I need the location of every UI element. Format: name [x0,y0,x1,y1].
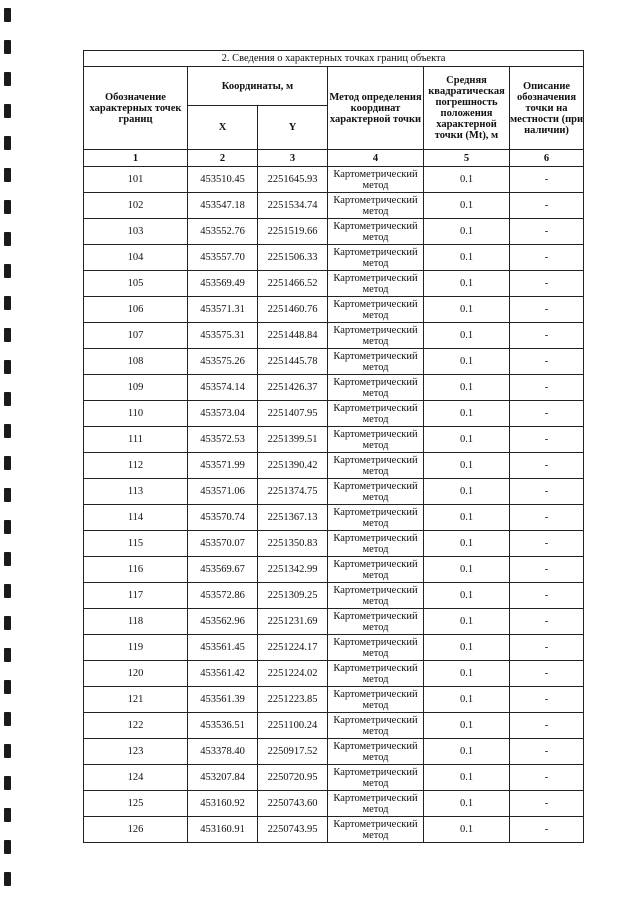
binding-hole [4,40,11,54]
error-cell: 0.1 [424,245,510,271]
method-cell: Картометрический метод [328,297,424,323]
error-cell: 0.1 [424,791,510,817]
table-row [84,687,584,713]
y-cell: 2251445.78 [258,349,328,375]
point-cell: 104 [84,245,188,271]
binding-hole [4,808,11,822]
method-cell: Картометрический метод [328,739,424,765]
method-cell: Картометрический метод [328,791,424,817]
point-cell: 106 [84,297,188,323]
column-number: 2 [188,150,258,167]
description-cell: - [510,193,584,219]
point-cell: 110 [84,401,188,427]
description-cell: - [510,245,584,271]
x-cell: 453562.96 [188,609,258,635]
binding-hole [4,712,11,726]
section-title-row [84,51,584,67]
y-cell: 2251466.52 [258,271,328,297]
x-cell: 453571.99 [188,453,258,479]
y-cell: 2251448.84 [258,323,328,349]
table-row [84,635,584,661]
x-cell: 453571.31 [188,297,258,323]
y-cell: 2251350.83 [258,531,328,557]
y-cell: 2251407.95 [258,401,328,427]
error-cell: 0.1 [424,713,510,739]
y-cell: 2250743.95 [258,817,328,843]
table-row [84,167,584,193]
header-row-1 [84,67,584,106]
binding-hole [4,680,11,694]
error-cell: 0.1 [424,817,510,843]
error-cell: 0.1 [424,271,510,297]
binding-holes [0,0,14,905]
x-cell: 453575.31 [188,323,258,349]
binding-hole [4,648,11,662]
column-number: 3 [258,150,328,167]
error-cell: 0.1 [424,661,510,687]
y-cell: 2251367.13 [258,505,328,531]
binding-hole [4,616,11,630]
x-cell: 453574.14 [188,375,258,401]
error-cell: 0.1 [424,505,510,531]
binding-hole [4,360,11,374]
x-cell: 453561.39 [188,687,258,713]
description-cell: - [510,505,584,531]
y-cell: 2251519.66 [258,219,328,245]
y-cell: 2251374.75 [258,479,328,505]
binding-hole [4,392,11,406]
binding-hole [4,776,11,790]
method-cell: Картометрический метод [328,557,424,583]
method-cell: Картометрический метод [328,505,424,531]
method-cell: Картометрический метод [328,375,424,401]
header-coordinates: Координаты, м [188,67,328,106]
description-cell: - [510,375,584,401]
method-cell: Картометрический метод [328,193,424,219]
error-cell: 0.1 [424,531,510,557]
y-cell: 2251309.25 [258,583,328,609]
binding-hole [4,424,11,438]
point-cell: 108 [84,349,188,375]
header-x: X [188,106,258,150]
description-cell: - [510,635,584,661]
binding-hole [4,168,11,182]
table-row [84,297,584,323]
point-cell: 115 [84,531,188,557]
header-method: Метод определения координат характерной точки [328,67,424,150]
table-row [84,661,584,687]
method-cell: Картометрический метод [328,713,424,739]
description-cell: - [510,323,584,349]
y-cell: 2251100.24 [258,713,328,739]
error-cell: 0.1 [424,193,510,219]
error-cell: 0.1 [424,557,510,583]
x-cell: 453160.92 [188,791,258,817]
x-cell: 453510.45 [188,167,258,193]
table-row [84,791,584,817]
x-cell: 453160.91 [188,817,258,843]
x-cell: 453570.07 [188,531,258,557]
error-cell: 0.1 [424,427,510,453]
column-number: 1 [84,150,188,167]
y-cell: 2251223.85 [258,687,328,713]
method-cell: Картометрический метод [328,479,424,505]
error-cell: 0.1 [424,323,510,349]
error-cell: 0.1 [424,765,510,791]
table-row [84,505,584,531]
point-cell: 124 [84,765,188,791]
binding-hole [4,296,11,310]
point-cell: 116 [84,557,188,583]
column-number: 5 [424,150,510,167]
x-cell: 453557.70 [188,245,258,271]
binding-hole [4,456,11,470]
table-row [84,349,584,375]
section-title: 2. Сведения о характерных точках границ объекта [84,51,584,67]
binding-hole [4,840,11,854]
x-cell: 453570.74 [188,505,258,531]
method-cell: Картометрический метод [328,401,424,427]
x-cell: 453378.40 [188,739,258,765]
method-cell: Картометрический метод [328,167,424,193]
table-row [84,375,584,401]
y-cell: 2251399.51 [258,427,328,453]
binding-hole [4,136,11,150]
binding-hole [4,520,11,534]
table-row [84,453,584,479]
method-cell: Картометрический метод [328,219,424,245]
y-cell: 2250720.95 [258,765,328,791]
point-cell: 118 [84,609,188,635]
description-cell: - [510,687,584,713]
method-cell: Картометрический метод [328,583,424,609]
table-row [84,193,584,219]
header-designation: Обозначение характерных точек границ [84,67,188,150]
point-cell: 103 [84,219,188,245]
point-cell: 101 [84,167,188,193]
error-cell: 0.1 [424,687,510,713]
header-description: Описание обозначения точки на местности (при наличии) [510,67,584,150]
binding-hole [4,8,11,22]
method-cell: Картометрический метод [328,609,424,635]
table-row [84,765,584,791]
x-cell: 453207.84 [188,765,258,791]
description-cell: - [510,271,584,297]
table-row [84,583,584,609]
table-row [84,323,584,349]
point-cell: 126 [84,817,188,843]
description-cell: - [510,713,584,739]
x-cell: 453569.49 [188,271,258,297]
binding-hole [4,872,11,886]
binding-hole [4,232,11,246]
x-cell: 453572.53 [188,427,258,453]
point-cell: 121 [84,687,188,713]
y-cell: 2251224.02 [258,661,328,687]
x-cell: 453575.26 [188,349,258,375]
binding-hole [4,72,11,86]
error-cell: 0.1 [424,609,510,635]
x-cell: 453569.67 [188,557,258,583]
point-cell: 117 [84,583,188,609]
point-cell: 102 [84,193,188,219]
error-cell: 0.1 [424,583,510,609]
table-row [84,557,584,583]
description-cell: - [510,557,584,583]
point-cell: 107 [84,323,188,349]
description-cell: - [510,167,584,193]
error-cell: 0.1 [424,297,510,323]
table-row [84,817,584,843]
description-cell: - [510,609,584,635]
description-cell: - [510,661,584,687]
y-cell: 2250743.60 [258,791,328,817]
point-cell: 119 [84,635,188,661]
description-cell: - [510,349,584,375]
table-row [84,271,584,297]
binding-hole [4,488,11,502]
y-cell: 2250917.52 [258,739,328,765]
method-cell: Картометрический метод [328,635,424,661]
description-cell: - [510,817,584,843]
method-cell: Картометрический метод [328,765,424,791]
error-cell: 0.1 [424,401,510,427]
method-cell: Картометрический метод [328,817,424,843]
method-cell: Картометрический метод [328,661,424,687]
method-cell: Картометрический метод [328,349,424,375]
x-cell: 453571.06 [188,479,258,505]
description-cell: - [510,427,584,453]
point-cell: 109 [84,375,188,401]
table-row [84,427,584,453]
header-y: Y [258,106,328,150]
description-cell: - [510,401,584,427]
table-row [84,479,584,505]
description-cell: - [510,531,584,557]
table-row [84,245,584,271]
binding-hole [4,744,11,758]
error-cell: 0.1 [424,349,510,375]
method-cell: Картометрический метод [328,427,424,453]
header-error: Средняя квадратическая погрешность положения характерной точки (Mt), м [424,67,510,150]
error-cell: 0.1 [424,375,510,401]
table-row [84,609,584,635]
table-row [84,739,584,765]
table-row [84,531,584,557]
x-cell: 453552.76 [188,219,258,245]
x-cell: 453572.86 [188,583,258,609]
description-cell: - [510,765,584,791]
x-cell: 453547.18 [188,193,258,219]
point-cell: 120 [84,661,188,687]
y-cell: 2251645.93 [258,167,328,193]
binding-hole [4,200,11,214]
method-cell: Картометрический метод [328,687,424,713]
binding-hole [4,104,11,118]
method-cell: Картометрический метод [328,245,424,271]
description-cell: - [510,739,584,765]
error-cell: 0.1 [424,739,510,765]
x-cell: 453561.45 [188,635,258,661]
binding-hole [4,552,11,566]
column-number: 4 [328,150,424,167]
y-cell: 2251342.99 [258,557,328,583]
binding-hole [4,328,11,342]
description-cell: - [510,453,584,479]
table-row [84,713,584,739]
point-cell: 125 [84,791,188,817]
x-cell: 453573.04 [188,401,258,427]
method-cell: Картометрический метод [328,323,424,349]
method-cell: Картометрический метод [328,271,424,297]
description-cell: - [510,583,584,609]
table-row [84,219,584,245]
y-cell: 2251390.42 [258,453,328,479]
error-cell: 0.1 [424,635,510,661]
description-cell: - [510,791,584,817]
y-cell: 2251460.76 [258,297,328,323]
error-cell: 0.1 [424,167,510,193]
x-cell: 453536.51 [188,713,258,739]
error-cell: 0.1 [424,479,510,505]
point-cell: 113 [84,479,188,505]
point-cell: 123 [84,739,188,765]
description-cell: - [510,219,584,245]
y-cell: 2251231.69 [258,609,328,635]
description-cell: - [510,297,584,323]
y-cell: 2251224.17 [258,635,328,661]
binding-hole [4,264,11,278]
table-row [84,401,584,427]
method-cell: Картометрический метод [328,453,424,479]
y-cell: 2251506.33 [258,245,328,271]
error-cell: 0.1 [424,219,510,245]
column-numbers-row [84,150,584,167]
method-cell: Картометрический метод [328,531,424,557]
binding-hole [4,584,11,598]
point-cell: 122 [84,713,188,739]
x-cell: 453561.42 [188,661,258,687]
description-cell: - [510,479,584,505]
y-cell: 2251426.37 [258,375,328,401]
y-cell: 2251534.74 [258,193,328,219]
point-cell: 114 [84,505,188,531]
column-number: 6 [510,150,584,167]
point-cell: 112 [84,453,188,479]
boundary-points-table [83,50,584,843]
point-cell: 111 [84,427,188,453]
error-cell: 0.1 [424,453,510,479]
point-cell: 105 [84,271,188,297]
